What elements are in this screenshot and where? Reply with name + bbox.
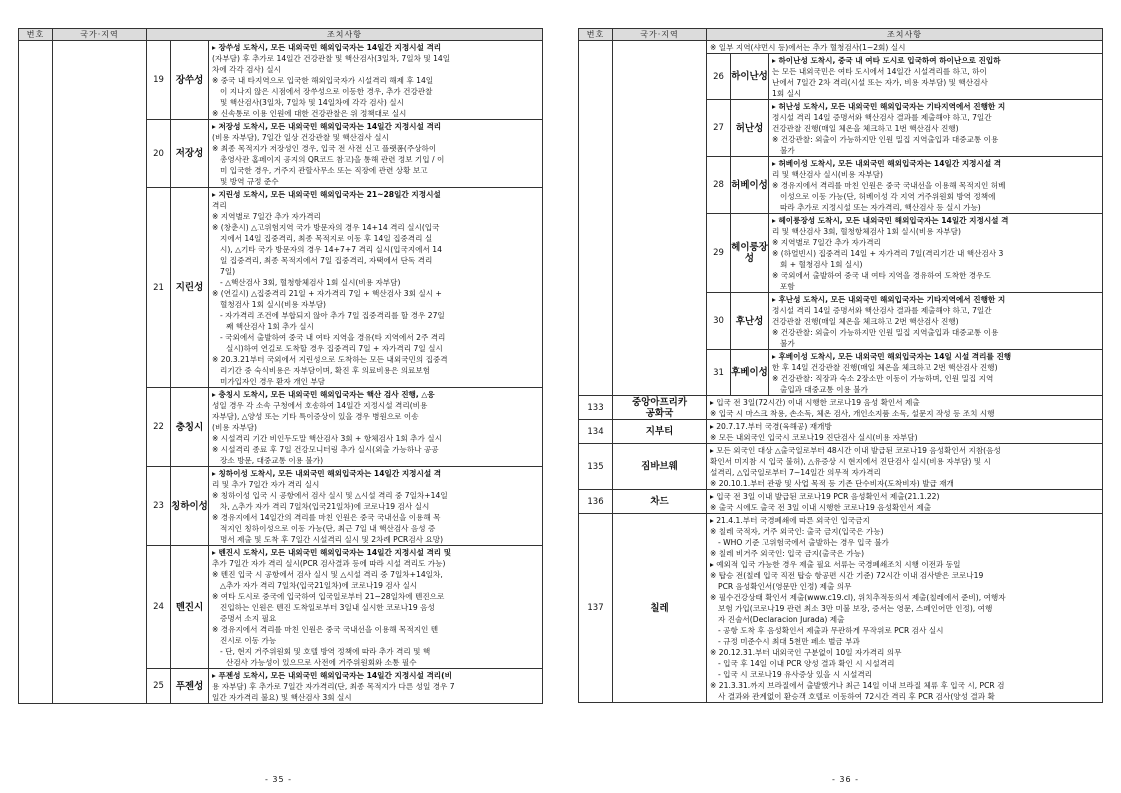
measure-line: - 입국 시 코로나19 유사증상 있을 시 시설격리 xyxy=(718,670,873,679)
measure-line: ※ 국외에서 출발하여 중국 내 여타 지역을 경유하여 도착한 경우도 xyxy=(772,271,991,280)
measure-line: ※ 20.3.21부터 국외에서 지린성으로 도착하는 모든 내외국민의 집중격 xyxy=(212,355,448,364)
measure-line: 1회 실시 xyxy=(772,89,802,98)
table-row xyxy=(579,420,1103,444)
measure-line: ※ (연길시) △집중격리 21일 + 자가격리 7일 + 핵산검사 3회 실시 + xyxy=(212,289,442,298)
table-header-row xyxy=(19,29,543,41)
measure-line: - WHO 기준 고위험국에서 출발하는 경우 입국 불가 xyxy=(718,538,889,547)
measure-line: ※ 경유지에서 격리를 마친 인원은 중국 국내선을 이용해 목적지인 허베 xyxy=(772,181,1006,190)
measure-line: 자 진술서(Declaracion Jurada) 제출 xyxy=(718,615,845,624)
measure-line: 출입과 대중교통 이용 불가 xyxy=(780,385,868,394)
measures-table-right xyxy=(578,28,1103,703)
measure-line: (비용 자부담) xyxy=(212,423,258,432)
region-name: 후베이성 xyxy=(731,350,769,396)
sub-number: 31 xyxy=(707,350,731,396)
region-name: 허난성 xyxy=(731,100,769,157)
measure-line: 산검사 가능성이 있으므로 사전에 거주위원회와 소통 필수 xyxy=(226,658,417,667)
measure-line: ▸ 저장성 도착시, 모든 내외국민 해외입국자는 14일간 지정시설 격리 xyxy=(212,122,442,131)
measure-line: 는 모든 내외국민은 여타 도시에서 14일간 시설격리를 하고, 하이 xyxy=(772,67,987,76)
row-number: 135 xyxy=(579,444,613,490)
measure-line: 일간 자가격리 불요) 및 핵산검사 3회 실시 xyxy=(212,693,352,702)
row-number: 133 xyxy=(579,396,613,420)
measure-line: ※ (창춘시) △고위험지역 국가 방문자의 경우 14+14 격리 실시(입국 xyxy=(212,223,440,232)
measure-line: 불가 xyxy=(780,339,795,348)
table-header-row xyxy=(579,29,1103,41)
measure-line: ※ 출국 시에도 출국 전 3일 이내 시행한 코로나19 음성확인서 제출 xyxy=(710,503,932,512)
measure-content xyxy=(769,157,1103,214)
measure-line: 설격리, △입국일로부터 7~14일간 의무적 자가격리 xyxy=(710,468,881,477)
measure-line: 리 및 핵산검사 실시(비용 자부담) xyxy=(772,170,883,179)
measure-line: - 공항 도착 후 음성확인서 제출과 무관하게 무작위로 PCR 검사 실시 xyxy=(718,626,944,635)
country-cell xyxy=(53,41,147,704)
region-name: 저장성 xyxy=(171,120,209,188)
measure-line: ▸ 모든 외국인 대상 △출국일로부터 48시간 이내 발급된 코로나19 음성확인서 지참(음성 xyxy=(710,446,1001,455)
sub-number: 29 xyxy=(707,214,731,293)
measure-content xyxy=(209,388,543,467)
measure-line: 불가 xyxy=(780,146,795,155)
page-number-right: - 36 - xyxy=(832,775,860,784)
measure-line: ※ 여타 도시로 중국에 입국하여 입국일로부터 21~28일차에 톈진으로 xyxy=(212,592,445,601)
measure-line: 미가입자인 경우 환자 개인 부담 xyxy=(220,377,326,386)
sub-number: 25 xyxy=(147,669,171,704)
measure-line: - 단, 현지 거주위원회 및 호텔 방역 정책에 따라 추가 격리 및 핵 xyxy=(220,647,431,656)
measure-line: 난에서 7일간 2차 격리(시설 또는 자가, 비용 자부담) 및 핵산검사 xyxy=(772,78,988,87)
measure-line: ※ 칠레 국적자, 거주 외국인: 출국 금지(입국은 가능) xyxy=(710,527,884,536)
measure-line: 차에 각각 검사) 실시 xyxy=(212,65,281,74)
measure-line: 및 핵산검사(3일차, 7일차 및 14일차에 각각 검사) 실시 xyxy=(220,98,404,107)
header-country: 국가·지역 xyxy=(53,29,147,41)
measure-line: 보험 가입(코로나19 관련 최소 3만 미불 보장, 증서는 영문, 스페인어만 인정), 여행 xyxy=(718,604,993,613)
sub-number: 28 xyxy=(707,157,731,214)
region-name: 충칭시 xyxy=(171,388,209,467)
measure-line: 격리 xyxy=(212,201,227,210)
country-name: 지부티 xyxy=(613,420,707,444)
measure-line: ▸ 칭하이성 도착시, 모든 내외국민 해외입국자는 14일간 지정시설 격 xyxy=(212,469,442,478)
measure-line: 정시설 격리 14일 증명서와 핵산검사 결과를 제출해야 하고, 7일간 xyxy=(772,306,992,315)
measure-line: ※ 모든 내외국인 입국시 코로나19 진단검사 실시(비용 자부담) xyxy=(710,433,918,442)
sub-number: 24 xyxy=(147,546,171,669)
row-number: 136 xyxy=(579,490,613,514)
no-cell xyxy=(19,41,53,704)
measure-content xyxy=(209,120,543,188)
measure-line: 확인서 미지참 시 입국 불허), △유증상 시 현지에서 진단검사 실시(비용 자부담) 및 시 xyxy=(710,457,991,466)
sub-number: 23 xyxy=(147,467,171,546)
measure-line: ※ 건강관찰: 외출이 가능하지만 인원 밀집 지역출입과 대중교통 이용 xyxy=(772,328,999,337)
measure-line: 리 및 추가 7일간 자가 격리 실시 xyxy=(212,480,320,489)
region-name: 장쑤성 xyxy=(171,41,209,120)
measure-line: ※ 건강관찰: 외출이 가능하지만 인원 밀집 지역출입과 대중교통 이용 xyxy=(772,135,999,144)
measure-line: 사 결과와 관계없이 환승객 호텔로 이동하여 72시간 격리 후 PCR 검사(양성 결과 확 xyxy=(718,692,995,701)
measure-line: 및 방역 규정 준수 xyxy=(220,177,279,186)
measure-line: ▸ 후난성 도착시, 모든 내외국민 해외입국자는 기타지역에서 진행한 지 xyxy=(772,295,1006,304)
measure-line: 실시)하여 연길로 도착할 경우 집중격리 7일 + 자가격리 7일 실시 xyxy=(226,344,443,353)
measure-line: ※ 중국 내 타지역으로 입국한 해외입국자가 시설격리 해제 후 14일 xyxy=(212,76,434,85)
sub-number: 30 xyxy=(707,293,731,350)
table-row xyxy=(19,41,543,120)
region-name: 후난성 xyxy=(731,293,769,350)
measure-line: - △핵산검사 3회, 혈청항체검사 1회 실시(비용 자부담) xyxy=(220,278,401,287)
measure-line: ▸ 장쑤성 도착시, 모든 내외국민 해외입국자는 14일간 지정시설 격리 xyxy=(212,43,442,52)
measure-line: ▸ 톈진시 도착시, 모든 내외국민 해외입국자는 14일간 지정시설 격리 및 xyxy=(212,548,452,557)
measure-line: 차, △추가 자가 격리 7일차(입국21일차)에 코로나19 검사 실시 xyxy=(220,502,430,511)
measure-line: - 자가격리 조건에 부합되지 않아 추가 7일 집중격리를 할 경우 27일 xyxy=(220,311,445,320)
measure-content xyxy=(707,490,1103,514)
measure-line: 건강관찰 진행(매일 체온을 체크하고 1번 핵산검사 진행) xyxy=(772,124,959,133)
measure-line: ▸ 예외적 입국 가능한 경우 제출 필요 서류는 국경폐쇄조치 시행 이전과 동일 xyxy=(710,560,961,569)
measure-line: 정시설 격리 14일 증명서와 핵산검사 결과를 제출해야 하고, 7일간 xyxy=(772,113,992,122)
measure-line: - 국외에서 출발하여 중국 내 여타 지역을 경유(타 지역에서 2주 격리 xyxy=(220,333,446,342)
measure-line: 총영사관 홈페이지 공지의 QR코드 참고)을 통해 관련 정보 기입 / 이 xyxy=(220,155,445,164)
measure-line: ※ 최종 목적지가 저장성인 경우, 입국 전 사전 신고 플랫폼(주상하이 xyxy=(212,144,437,153)
measure-content xyxy=(209,467,543,546)
measure-content xyxy=(707,514,1103,703)
measure-line: ※ 경유지에서 격리를 마친 인원은 중국 국내선을 이용해 목적지인 톈 xyxy=(212,625,439,634)
measure-line: ▸ 푸젠성 도착시, 모든 내외국민 해외입국자는 14일간 지정시설 격리(비 xyxy=(212,671,452,680)
measure-content xyxy=(769,293,1103,350)
measure-line: - 입국 후 14일 이내 PCR 양성 결과 확인 시 시설격리 xyxy=(718,659,895,668)
country-name: 차드 xyxy=(613,490,707,514)
table-row xyxy=(579,41,1103,54)
measure-line: ※ 시설격리 종료 후 7일 건강모니터링 추가 실시(외출 가능하나 공공 xyxy=(212,445,439,454)
measure-line: 장소 방문, 대중교통 이용 불가) xyxy=(220,456,324,465)
measure-line: 일 집중격리, 최종 목적지에서 7일 집중격리, 자택에서 단독 격리 xyxy=(220,256,433,265)
header-measures: 조치사항 xyxy=(707,29,1103,41)
measure-line: 째 핵산검사 1회 추가 실시 xyxy=(226,322,314,331)
measure-line: ▸ 21.4.1.부터 국경폐쇄에 따른 외국인 입국금지 xyxy=(710,516,870,525)
measure-line: ※ 21.3.31.까지 브라질에서 출발했거나 최근 14일 이내 브라질 체류 후 입국 시, PCR 검 xyxy=(710,681,1005,690)
sub-number: 21 xyxy=(147,188,171,388)
measures-table-left xyxy=(18,28,543,704)
measure-line: ※ 필수건강상태 확인서 제출(www.c19.cl), 위치추적동의서 제출(칠레에서 준비), 여행자 xyxy=(710,593,1006,602)
measure-line: ※ 시설격리 기간 비인두도말 핵산검사 3회 + 항체검사 1회 추가 실시 xyxy=(212,434,442,443)
table-row xyxy=(579,514,1103,703)
measure-line: ▸ 후베이성 도착시, 모든 내외국민 해외입국자는 14일 시설 격리를 진행 xyxy=(772,352,1012,361)
measure-line: ※ 탑승 전(칠레 입국 직전 탑승 항공편 시간 기준) 72시간 이내 검사받은 코로나19 xyxy=(710,571,984,580)
measure-content xyxy=(209,188,543,388)
country-name: 중앙아프리카 공화국 xyxy=(613,396,707,420)
measure-content xyxy=(769,350,1103,396)
measure-line: ▸ 20.7.17.부터 국경(육해공) 재개방 xyxy=(710,422,832,431)
measure-line: 지에서 14일 집중격리, 최종 목적지로 이동 후 14일 집중격리 실 xyxy=(220,234,433,243)
measure-line: ▸ 지린성 도착시, 모든 내외국민 해외입국자는 21~28일간 지정시설 xyxy=(212,190,441,199)
measure-line: 미 입국한 경우, 거주지 관할사무소 또는 직장에 관련 상황 보고 xyxy=(220,166,428,175)
measure-line: ※ (하얼빈시) 집중격리 14일 + 자가격리 7일(격리기간 내 핵산검사 3 xyxy=(772,249,1004,258)
measure-line: 명서 제출 및 도착 후 7일간 시설격리 실시 및 2차례 PCR검사 요망) xyxy=(220,535,444,544)
measure-line: ▸ 충칭시 도착시, 모든 내외국민 해외입국자는 핵산 검사 진행, △응 xyxy=(212,390,435,399)
measure-line: 진입하는 인원은 톈진 도착일로부터 3일내 실시한 코로나19 음성 xyxy=(220,603,435,612)
measure-line: 적지인 칭하이성으로 이동 가능(단, 최근 7일 내 핵산검사 음성 증 xyxy=(220,524,436,533)
measure-line: ※ 20.10.1.부터 관광 및 사업 목적 등 기존 단수비자(도착비자) 발급 재개 xyxy=(710,479,954,488)
measure-content xyxy=(209,669,543,704)
measure-line: ▸ 헤이룽장성 도착시, 모든 내외국민 해외입국자는 14일간 지정시설 격 xyxy=(772,216,1009,225)
left-page xyxy=(18,28,543,704)
measure-line: PCR 음성확인서(영문만 인정) 제출 의무 xyxy=(718,582,852,591)
measure-content xyxy=(707,41,1103,54)
measure-line: (자부담) 후 추가로 14일간 건강관찰 및 핵산검사(3일차, 7일차 및 14일 xyxy=(212,54,451,63)
sub-number: 19 xyxy=(147,41,171,120)
header-no: 번호 xyxy=(579,29,613,41)
left-table-body xyxy=(19,41,543,704)
measure-line: (비용 자부담), 7일간 일상 건강관찰 및 핵산검사 실시 xyxy=(212,133,389,142)
measure-line: 리기간 중 숙식비용은 자부담이며, 확진 후 의료비용은 의료보험 xyxy=(220,366,431,375)
header-measures: 조치사항 xyxy=(147,29,543,41)
measure-line: ※ 칠레 비거주 외국인: 입국 금지(출국은 가능) xyxy=(710,549,865,558)
measure-line: 용 자부담) 후 추가로 7일간 자가격리(단, 최종 목적지가 다른 성일 경우 7 xyxy=(212,682,455,691)
region-name: 하이난성 xyxy=(731,54,769,100)
measure-line: ※ 지역별로 7일간 추가 자가격리 xyxy=(772,238,881,247)
measure-content xyxy=(769,100,1103,157)
region-name: 칭하이성 xyxy=(171,467,209,546)
measure-line: ▸ 허난성 도착시, 모든 내외국민 해외입국자는 기타지역에서 진행한 지 xyxy=(772,102,1006,111)
measure-content xyxy=(769,54,1103,100)
sub-number: 20 xyxy=(147,120,171,188)
sub-number: 22 xyxy=(147,388,171,467)
header-country: 국가·지역 xyxy=(613,29,707,41)
table-row xyxy=(579,396,1103,420)
table-row xyxy=(579,444,1103,490)
sub-number: 26 xyxy=(707,54,731,100)
measure-line: 건강관찰 진행(매일 체온을 체크하고 2번 핵산검사 진행) xyxy=(772,317,959,326)
measure-line: 시), △기타 국가 방문자의 경우 14+7+7 격리 실시(입국지에서 14 xyxy=(220,245,442,254)
region-name: 헤이룽장성 xyxy=(731,214,769,293)
measure-content xyxy=(707,420,1103,444)
measure-line: 회 + 혈청검사 1회 실시) xyxy=(780,260,863,269)
measure-line: 이성으로 이동 가능(단, 허베이성 각 지역 거주위원회 방역 정책에 xyxy=(780,192,996,201)
measure-line: ▸ 입국 전 3일 이내 발급된 코로나19 PCR 음성확인서 제출(21.1.22) xyxy=(710,492,940,501)
region-name: 푸젠성 xyxy=(171,669,209,704)
table-row xyxy=(579,490,1103,514)
measure-line: ※ 입국 시 마스크 착용, 손소독, 체온 검사, 개인소지품 소독, 설문지 작성 등 조치 시행 xyxy=(710,409,995,418)
header-no: 번호 xyxy=(19,29,53,41)
measure-content xyxy=(769,214,1103,293)
measure-line: ※ 지역별로 7일간 추가 자가격리 xyxy=(212,212,321,221)
measure-line: ▸ 하이난성 도착시, 중국 내 여타 도시로 입국하여 하이난으로 진입하 xyxy=(772,56,1001,65)
measure-line: 이 지나지 않은 시점에서 장쑤성으로 이동한 경우, 추가 건강관찰 xyxy=(220,87,433,96)
measure-line: ※ 건강관찰: 직장과 숙소 2장소만 이동이 가능하며, 인원 밀집 지역 xyxy=(772,374,994,383)
measure-content xyxy=(209,546,543,669)
measure-line: 자부담), △양성 또는 기타 특이증상이 있을 경우 병원으로 이송 xyxy=(212,412,419,421)
right-page xyxy=(578,28,1103,703)
measure-line: 7일) xyxy=(220,267,236,276)
no-cell xyxy=(579,41,613,396)
measure-line: ※ 칭하이성 입국 시 공항에서 검사 실시 및 △시설 격리 중 7일차+14일 xyxy=(212,491,448,500)
measure-line: 추가 7일간 자가 격리 실시(PCR 검사결과 등에 따라 시설 격리도 가능) xyxy=(212,559,446,568)
measure-line: 성일 경우 각 소속 구청에서 호송하여 14일간 지정시설 격리(비용 xyxy=(212,401,428,410)
measure-line: 한 후 14일 건강관찰 진행(매일 체온을 체크하고 2번 핵산검사 진행) xyxy=(772,363,998,372)
measure-line: ※ 20.12.31.부터 내외국인 구분없이 10일 자가격리 의무 xyxy=(710,648,902,657)
region-name: 지린성 xyxy=(171,188,209,388)
page-number-left: - 35 - xyxy=(265,775,293,784)
right-table-body xyxy=(579,41,1103,703)
measure-line: 혈청검사 1회 실시(비용 자부담) xyxy=(220,300,327,309)
measure-line: △추가 자가 격리 7일차(입국21일차)에 코로나19 검사 실시 xyxy=(220,581,418,590)
country-name: 칠레 xyxy=(613,514,707,703)
measure-line: 따라 추가로 지정시설 또는 자가격리, 핵산검사 등 실시 가능) xyxy=(780,203,981,212)
measure-line: ▸ 입국 전 3일(72시간) 이내 시행한 코로나19 음성 확인서 제출 xyxy=(710,398,920,407)
measure-line: 진시로 이동 가능 xyxy=(220,636,277,645)
measure-line: 리 및 핵산검사 3회, 혈청항체검사 1회 실시(비용 자부담) xyxy=(772,227,961,236)
measure-line: - 규정 미준수시 최대 5천만 페소 벌금 부과 xyxy=(718,637,860,646)
country-cell xyxy=(613,41,707,396)
measure-content xyxy=(209,41,543,120)
measure-content xyxy=(707,396,1103,420)
country-name: 짐바브웨 xyxy=(613,444,707,490)
measure-line: ※ 신속통로 이용 인원에 대한 건강관찰은 위 정책대로 실시 xyxy=(212,109,407,118)
measure-line: ※ 경유지에서 14일간의 격리를 마친 인원은 중국 국내선을 이용해 목 xyxy=(212,513,441,522)
row-number: 134 xyxy=(579,420,613,444)
measure-content xyxy=(707,444,1103,490)
region-name: 허베이성 xyxy=(731,157,769,214)
measure-line: ▸ 허베이성 도착시, 모든 내외국민 해외입국자는 14일간 지정시설 격 xyxy=(772,159,1002,168)
measure-line: ※ 톈진 입국 시 공항에서 검사 실시 및 △시설 격리 중 7일차+14일차, xyxy=(212,570,443,579)
measure-line: ※ 일부 지역(샤먼시 등)에서는 추가 혈청검사(1~2회) 실시 xyxy=(710,43,906,52)
sub-number: 27 xyxy=(707,100,731,157)
measure-line: 포함 xyxy=(780,282,795,291)
measure-line: 증명서 소지 필요 xyxy=(220,614,277,623)
region-name: 톈진시 xyxy=(171,546,209,669)
row-number: 137 xyxy=(579,514,613,703)
